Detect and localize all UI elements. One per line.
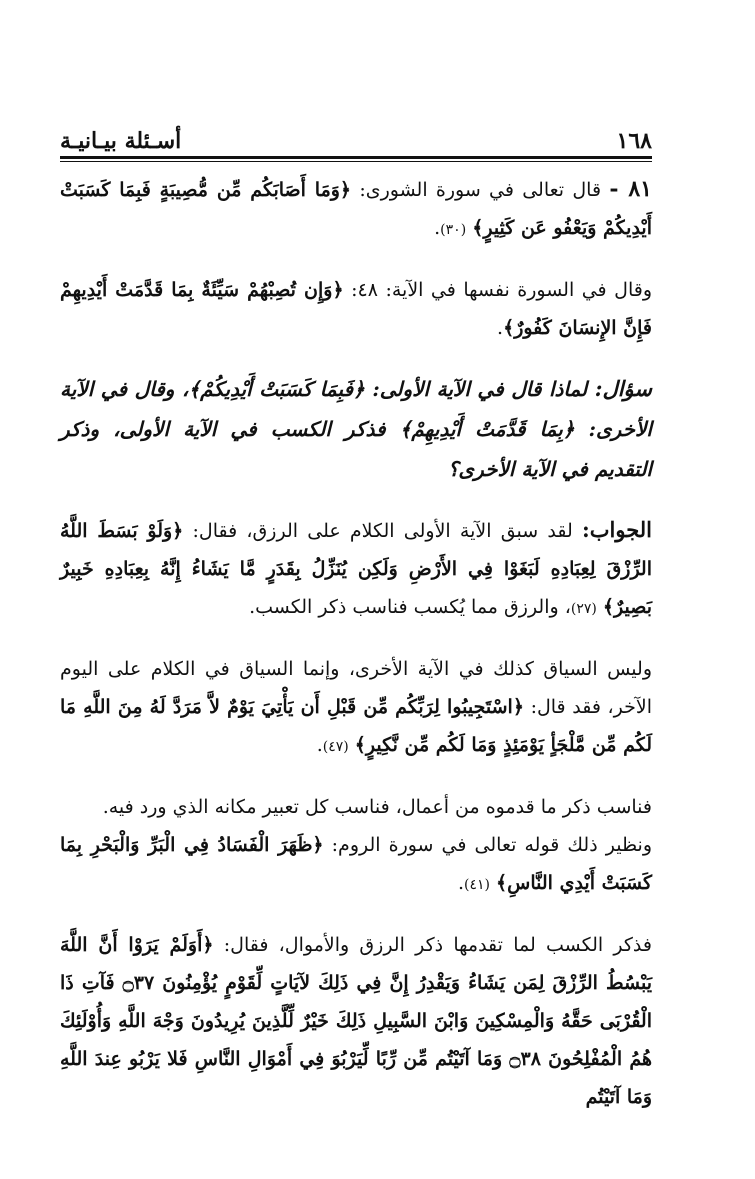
paragraph-text: فذكر الكسب لما تقدمها ذكر الرزق والأموال، فقال: [223,934,652,956]
question-paragraph [60,369,652,489]
quran-verse: ﴿وَمَا أَصَابَكُم مِّن مُّصِيبَةٍ فَبِمَا كَسَبَتْ أَيْدِيكُمْ وَيَعْفُو عَن كَثِيرٍ﴾ [60,179,652,239]
punctuation: . [497,317,504,339]
paragraph-text: وقال في السورة نفسها في الآية: ٤٨: [351,279,652,301]
quran-verse: ﴿وَلَوْ بَسَطَ اللَّهُ الرِّزْقَ لِعِبَادِهِ لَبَغَوْا فِي الأَرْضِ وَلَكِن يُنَزِّلُ بِقَدَرٍ مَّا يَشَاءُ إِنَّهُ بِعِبَادِهِ خَبِيرٌ بَصِيرٌ﴾ [60,520,652,618]
page-body [60,170,652,1138]
header-rule-thin [60,161,652,162]
paragraph-text: ، والرزق مما يُكسب فناسب ذكر الكسب. [249,596,571,618]
verse-reference: (٣٠) [440,222,467,238]
question-label: سؤال: [594,376,652,401]
paragraph-text: فناسب ذكر ما قدموه من أعمال، فناسب كل تعبير مكانه الذي ورد فيه. [102,796,652,818]
quran-verse: ﴿اسْتَجِيبُوا لِرَبِّكُم مِّن قَبْلِ أَن يَأْتِيَ يَوْمٌ لاَّ مَرَدَّ لَهُ مِنَ اللَّهِ مَا لَكُم مِّن مَّلْجَأٍ يَوْمَئِذٍ وَمَا لَكُم مِّن نَّكِيرٍ﴾ [60,696,652,756]
answer-paragraph-1 [60,511,652,628]
punctuation: . [434,217,441,239]
quran-verse: ﴿وَإِن تُصِبْهُمْ سَيِّئَةٌ بِمَا قَدَّمَتْ أَيْدِيهِمْ فَإِنَّ الإِنسَانَ كَفُورٌ﴾ [60,279,652,339]
verse-reference: (٤١) [464,877,490,893]
running-title: أسـئلة بيـانيـة [60,128,182,154]
answer-paragraph-5 [60,926,652,1116]
question-text: لماذا قال في الآية الأولى: ﴿فَبِمَا كَسَبَتْ أَيْدِيكُمْ﴾، وقال في الآية الأخرى: ﴿بِمَا قَدَّمَتْ أَيْدِيهِمْ﴾ فذكر الكسب في الآية الأولى، وذكر التقديم في الآية الأخرى؟ [60,377,652,481]
paragraph-text: ونظير ذلك قوله تعالى في سورة الروم: [331,834,652,856]
header-rule-thick [60,156,652,159]
answer-label: الجواب: [582,517,653,542]
answer-paragraph-2 [60,650,652,766]
paragraph-text: قال تعالى في سورة الشورى: [359,179,602,201]
paragraph-text: لقد سبق الآية الأولى الكلام على الرزق، فقال: [192,520,573,542]
verse-reference: (٤٧) [322,739,349,755]
question-number: ٨١ - [609,176,652,202]
answer-paragraph-3 [60,788,652,826]
paragraph-verse-48 [60,271,652,347]
page-header [60,122,652,154]
verse-reference: (٢٧) [570,601,597,617]
quran-verse: ﴿ظَهَرَ الْفَسَادُ فِي الْبَرِّ وَالْبَحْرِ بِمَا كَسَبَتْ أَيْدِي النَّاسِ﴾ [60,834,652,894]
answer-paragraph-4 [60,826,652,904]
punctuation: . [457,872,465,894]
paragraph-text: وليس السياق كذلك في الآية الأخرى، وإنما السياق في الكلام على اليوم الآخر، فقد قال: [60,658,652,718]
quran-verse: ﴿أَوَلَمْ يَرَوْا أَنَّ اللَّهَ يَبْسُطُ الرِّزْقَ لِمَن يَشَاءُ وَيَقْدِرُ إِنَّ فِي ذَلِكَ لآيَاتٍ لِّقَوْمٍ يُؤْمِنُونَ ۝٣٧ فَآتِ ذَا الْقُرْبَى حَقَّهُ وَالْمِسْكِينَ وَابْنَ السَّبِيلِ ذَلِكَ خَيْرٌ لِّلَّذِينَ يُرِيدُونَ وَجْهَ اللَّهِ وَأُوْلَئِكَ هُمُ الْمُفْلِحُونَ ۝٣٨ وَمَا آتَيْتُم مِّن رِّبًا لِّيَرْبُوَ فِي أَمْوَالِ النَّاسِ فَلا يَرْبُو عِندَ اللَّهِ وَمَا آتَيْتُم [60,934,652,1108]
paragraph-81 [60,170,652,249]
punctuation: . [316,734,323,756]
page-number: ١٦٨ [616,128,652,154]
